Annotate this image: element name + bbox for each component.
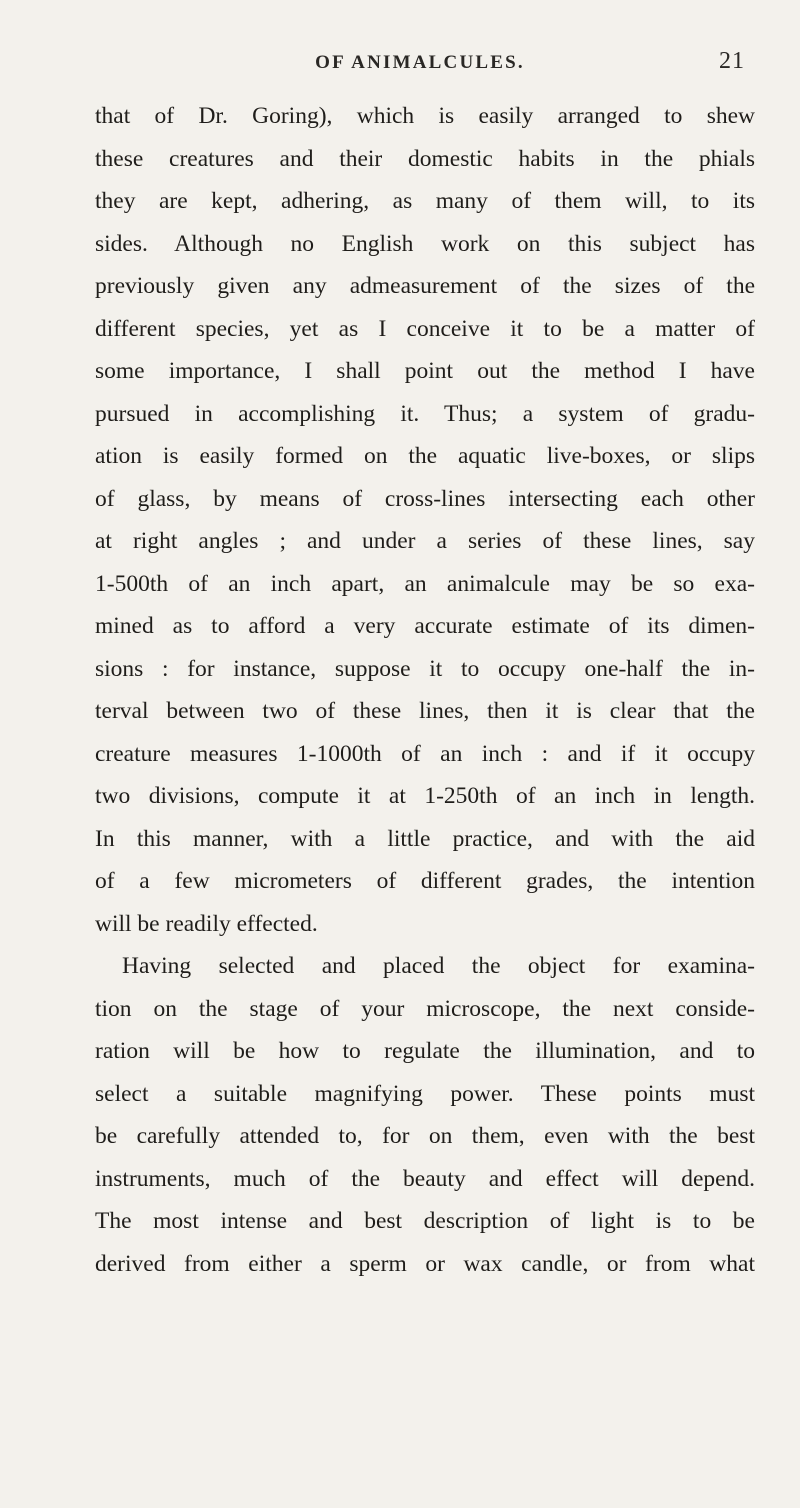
text-line: In this manner, with a little practice, and with the aid xyxy=(95,825,755,852)
text-line: creature measures 1-1000th of an inch : and if it occupy xyxy=(95,740,755,767)
text-line: some importance, I shall point out the method I have xyxy=(95,358,755,384)
text-line: they are kept, adhering, as many of them will, to its xyxy=(95,188,755,214)
text-line: these creatures and their domestic habits in the phials xyxy=(95,145,755,172)
text-line: The most intense and best description of light is to be xyxy=(95,1208,755,1234)
paragraph-start-line: Having selected and placed the object for examina- xyxy=(122,953,755,979)
text-line: pursued in accomplishing it. Thus; a system of gradu- xyxy=(95,400,755,427)
text-line: that of Dr. Goring), which is easily arranged to shew xyxy=(95,103,755,129)
text-line: mined as to afford a very accurate estimate of its dimen- xyxy=(95,613,755,639)
text-line: two divisions, compute it at 1-250th of an inch in length. xyxy=(95,783,755,809)
text-line: terval between two of these lines, then it is clear that the xyxy=(95,698,755,724)
text-line: previously given any admeasurement of the sizes of the xyxy=(95,273,755,299)
text-line: different species, yet as I conceive it to be a matter of xyxy=(95,315,755,342)
running-head xyxy=(95,48,745,82)
body-text xyxy=(95,95,755,1285)
text-line: sides. Although no English work on this subject has xyxy=(95,230,755,257)
text-line: sions : for instance, suppose it to occupy one-half the in- xyxy=(95,655,755,682)
page-number: 21 xyxy=(719,48,745,74)
text-line: of a few micrometers of different grades, the intention xyxy=(95,868,755,894)
text-line: instruments, much of the beauty and effect will depend. xyxy=(95,1165,755,1192)
text-line: select a suitable magnifying power. These points must xyxy=(95,1080,755,1107)
text-line: ration will be how to regulate the illumination, and to xyxy=(95,1038,755,1064)
text-line: be carefully attended to, for on them, even with the best xyxy=(95,1123,755,1149)
paragraph-end-line: will be readily effected. xyxy=(95,910,318,937)
text-line: derived from either a sperm or wax candle, or from what xyxy=(95,1250,755,1277)
text-line: at right angles ; and under a series of these lines, say xyxy=(95,528,755,554)
running-title: OF ANIMALCULES. xyxy=(315,52,525,73)
text-line: tion on the stage of your microscope, the next conside- xyxy=(95,995,755,1022)
text-line: ation is easily formed on the aquatic live-boxes, or slips xyxy=(95,443,755,469)
text-line: 1-500th of an inch apart, an animalcule may be so exa- xyxy=(95,570,755,597)
text-line: of glass, by means of cross-lines intersecting each other xyxy=(95,485,755,512)
